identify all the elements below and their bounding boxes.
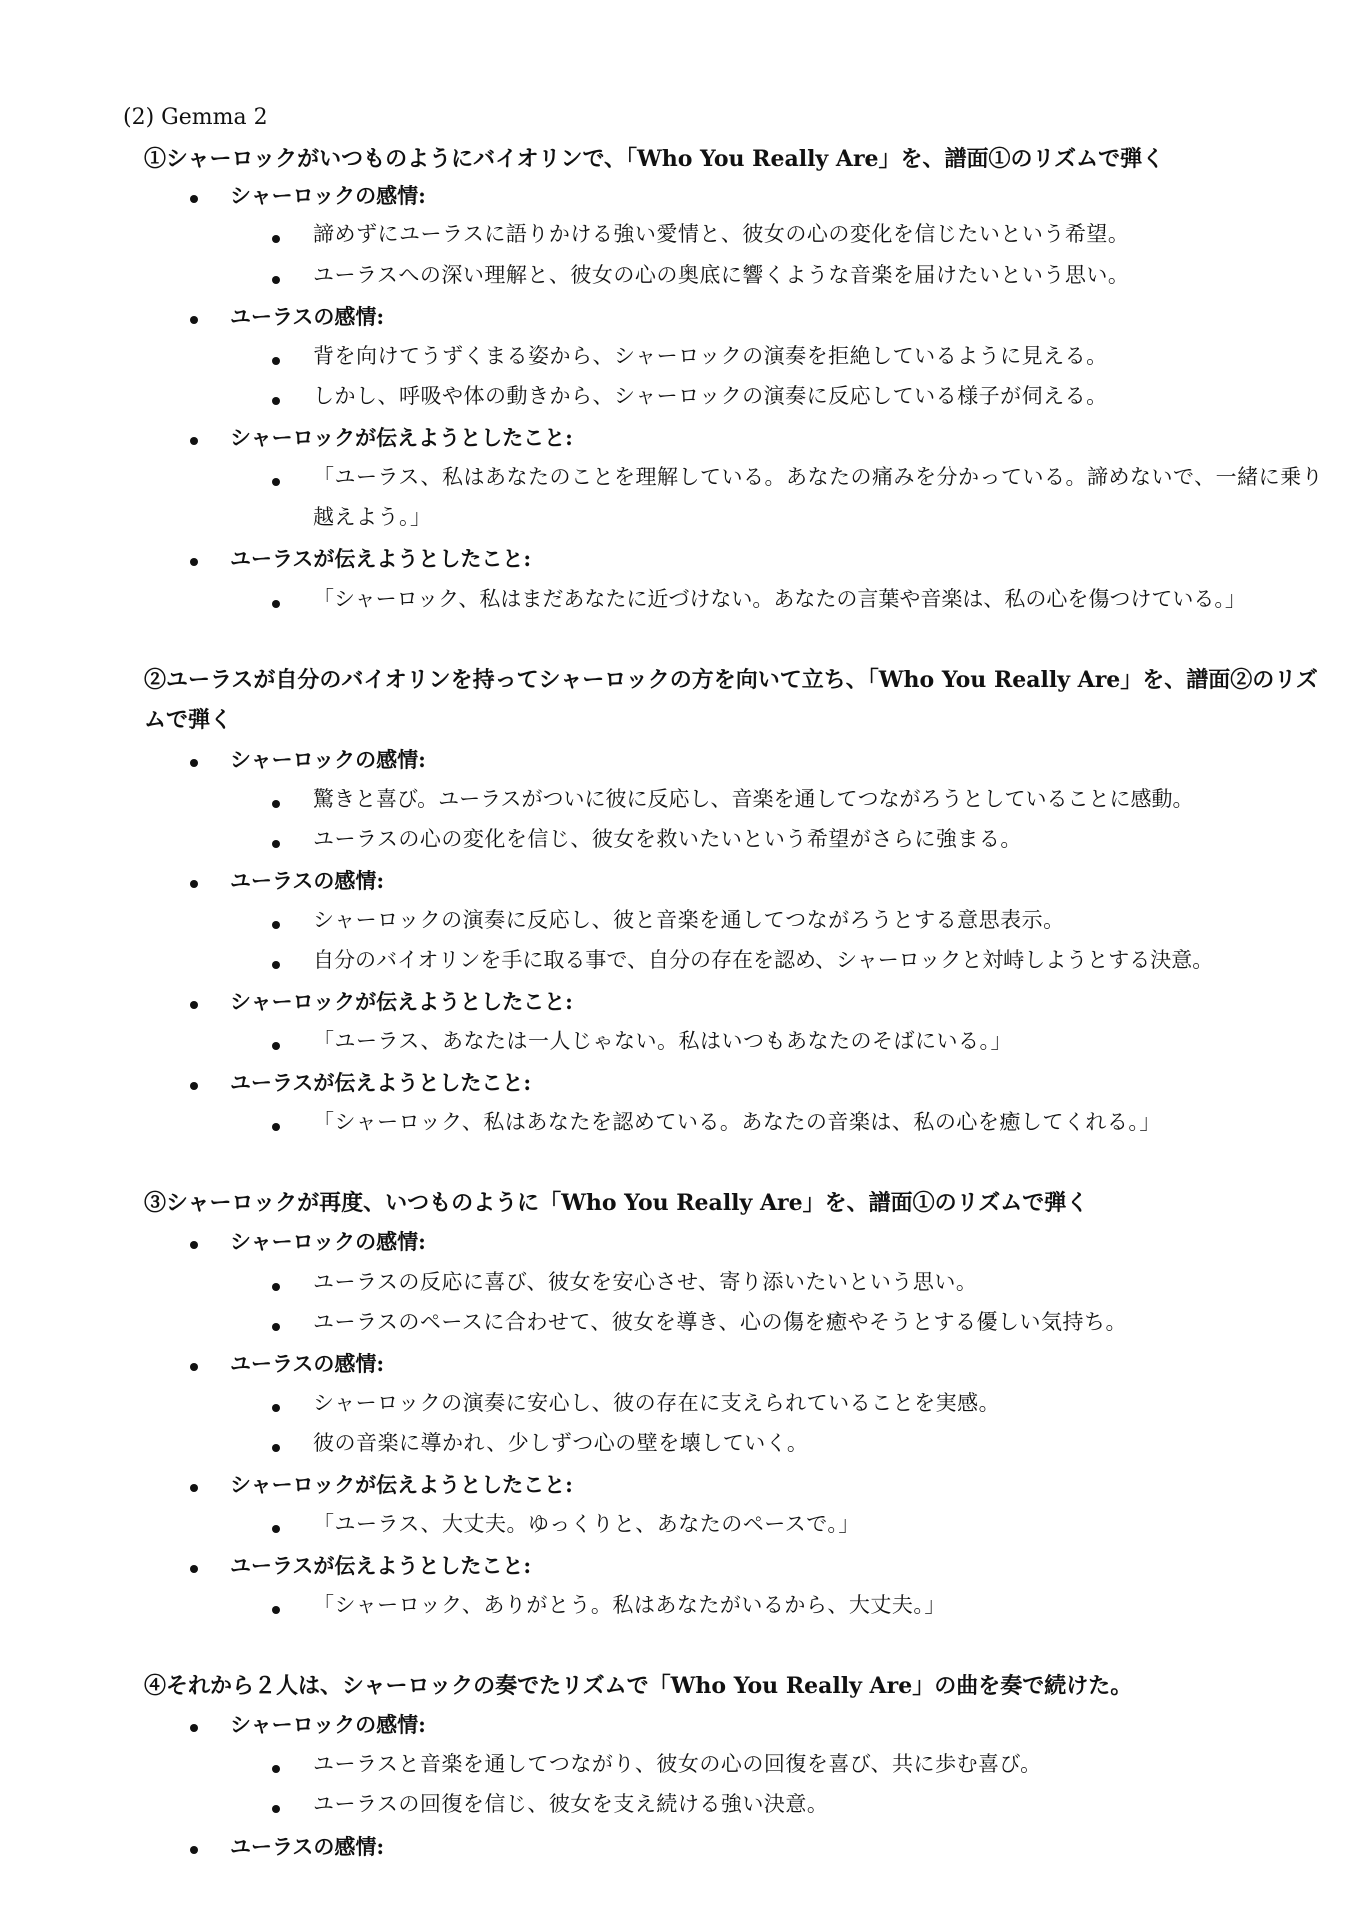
section-title-4: ④それから２人は、シャーロックの奏でたリズムで「Who You Really Are」の曲を奏で続けた。 — [144, 1673, 1133, 1699]
section-1-item-3-point-1: 「ユーラス、私はあなたのことを理解している。あなたの痛みを分かっている。諦めないで、一緒に乗り越えよう。」 — [313, 465, 1324, 529]
section-2-item-3-point-1: 「ユーラス、あなたは一人じゃない。私はいつもあなたのそばにいる。」 — [313, 1029, 1012, 1053]
bullet-icon — [272, 1123, 280, 1131]
bullet-icon — [272, 600, 280, 608]
section-3-item-2-label: ユーラスの感情: — [230, 1351, 385, 1376]
section-2-item-1-label: シャーロックの感情: — [230, 747, 426, 772]
section-2-item-2-point-1: シャーロックの演奏に反応し、彼と音楽を通してつながろうとする意思表示。 — [313, 908, 1065, 932]
bullet-icon — [190, 316, 198, 324]
section-3-item-3-point-1: 「ユーラス、大丈夫。ゆっくりと、あなたのペースで。」 — [313, 1512, 860, 1536]
bullet-icon — [272, 961, 280, 969]
section-3-item-3-label: シャーロックが伝えようとしたこと: — [230, 1472, 573, 1497]
section-2-item-2-label: ユーラスの感情: — [230, 868, 385, 893]
bullet-icon — [190, 1565, 198, 1573]
bullet-icon — [272, 1525, 280, 1533]
bullet-icon — [272, 397, 280, 405]
bullet-icon — [190, 1846, 198, 1854]
bullet-icon — [272, 1765, 280, 1773]
section-1-item-2-point-2: しかし、呼吸や体の動きから、シャーロックの演奏に反応している様子が伺える。 — [313, 384, 1108, 408]
bullet-icon — [272, 1323, 280, 1331]
section-2-item-4-label: ユーラスが伝えようとしたこと: — [230, 1070, 532, 1095]
bullet-icon — [272, 276, 280, 284]
section-title-3: ③シャーロックが再度、いつものように「Who You Really Are」を、譜面①のリズムで弾く — [144, 1190, 1089, 1216]
bullet-icon — [190, 1082, 198, 1090]
section-3-item-1-point-1: ユーラスの反応に喜び、彼女を安心させ、寄り添いたいという思い。 — [313, 1270, 978, 1294]
bullet-icon — [190, 437, 198, 445]
bullet-icon — [272, 840, 280, 848]
bullet-icon — [190, 1001, 198, 1009]
section-4-item-1-point-2: ユーラスの回復を信じ、彼女を支え続ける強い決意。 — [313, 1792, 829, 1816]
section-4-item-2-label: ユーラスの感情: — [230, 1834, 385, 1859]
section-2-item-2-point-2: 自分のバイオリンを手に取る事で、自分の存在を認め、シャーロックと対峙しようとする決意。 — [313, 948, 1214, 972]
bullet-icon — [272, 1404, 280, 1412]
section-1-item-3-label: シャーロックが伝えようとしたこと: — [230, 425, 573, 450]
bullet-icon — [272, 1042, 280, 1050]
section-1-item-1-point-2: ユーラスへの深い理解と、彼女の心の奥底に響くような音楽を届けたいという思い。 — [313, 263, 1130, 287]
bullet-icon — [190, 1484, 198, 1492]
section-4-item-1-point-1: ユーラスと音楽を通してつながり、彼女の心の回復を喜び、共に歩む喜び。 — [313, 1752, 1042, 1776]
bullet-icon — [190, 195, 198, 203]
document-heading: (2) Gemma 2 — [123, 105, 268, 130]
bullet-icon — [272, 1444, 280, 1452]
section-2-item-1-point-2: ユーラスの心の変化を信じ、彼女を救いたいという希望がさらに強まる。 — [313, 827, 1022, 851]
section-1-item-4-label: ユーラスが伝えようとしたこと: — [230, 546, 532, 571]
section-1-item-4-point-1: 「シャーロック、私はまだあなたに近づけない。あなたの言葉や音楽は、私の心を傷つけている。」 — [313, 587, 1246, 611]
bullet-icon — [272, 1805, 280, 1813]
section-3-item-2-point-2: 彼の音楽に導かれ、少しずつ心の壁を壊していく。 — [313, 1431, 809, 1455]
section-3-item-4-point-1: 「シャーロック、ありがとう。私はあなたがいるから、大丈夫。」 — [313, 1593, 946, 1617]
bullet-icon — [190, 1241, 198, 1249]
section-1-item-1-point-1: 諦めずにユーラスに語りかける強い愛情と、彼女の心の変化を信じたいという希望。 — [313, 222, 1130, 246]
bullet-icon — [190, 1724, 198, 1732]
bullet-icon — [272, 478, 280, 486]
bullet-icon — [272, 800, 280, 808]
bullet-icon — [272, 921, 280, 929]
bullet-icon — [190, 1363, 198, 1371]
bullet-icon — [190, 558, 198, 566]
section-3-item-1-label: シャーロックの感情: — [230, 1229, 426, 1254]
section-1-item-2-label: ユーラスの感情: — [230, 304, 385, 329]
section-1-item-2-point-1: 背を向けてうずくまる姿から、シャーロックの演奏を拒絶しているように見える。 — [313, 344, 1108, 368]
section-2-item-1-point-1: 驚きと喜び。ユーラスがついに彼に反応し、音楽を通してつながろうとしていることに感動。 — [313, 787, 1194, 811]
section-1-item-1-label: シャーロックの感情: — [230, 183, 426, 208]
section-4-item-1-label: シャーロックの感情: — [230, 1712, 426, 1737]
section-title-1: ①シャーロックがいつものようにバイオリンで、「Who You Really Are」を、譜面①のリズムで弾く — [144, 146, 1165, 172]
bullet-icon — [272, 357, 280, 365]
bullet-icon — [272, 1283, 280, 1291]
bullet-icon — [190, 880, 198, 888]
section-3-item-2-point-1: シャーロックの演奏に安心し、彼の存在に支えられていることを実感。 — [313, 1391, 1001, 1415]
bullet-icon — [272, 235, 280, 243]
section-2-item-3-label: シャーロックが伝えようとしたこと: — [230, 989, 573, 1014]
bullet-icon — [190, 759, 198, 767]
section-3-item-4-label: ユーラスが伝えようとしたこと: — [230, 1553, 532, 1578]
bullet-icon — [272, 1606, 280, 1614]
section-title-2: ②ユーラスが自分のバイオリンを持ってシャーロックの方を向いて立ち、「Who You Really Are」を、譜面②のリズムで弾く — [144, 667, 1318, 733]
section-3-item-1-point-2: ユーラスのペースに合わせて、彼女を導き、心の傷を癒やそうとする優しい気持ち。 — [313, 1310, 1128, 1334]
section-2-item-4-point-1: 「シャーロック、私はあなたを認めている。あなたの音楽は、私の心を癒してくれる。」 — [313, 1110, 1161, 1134]
